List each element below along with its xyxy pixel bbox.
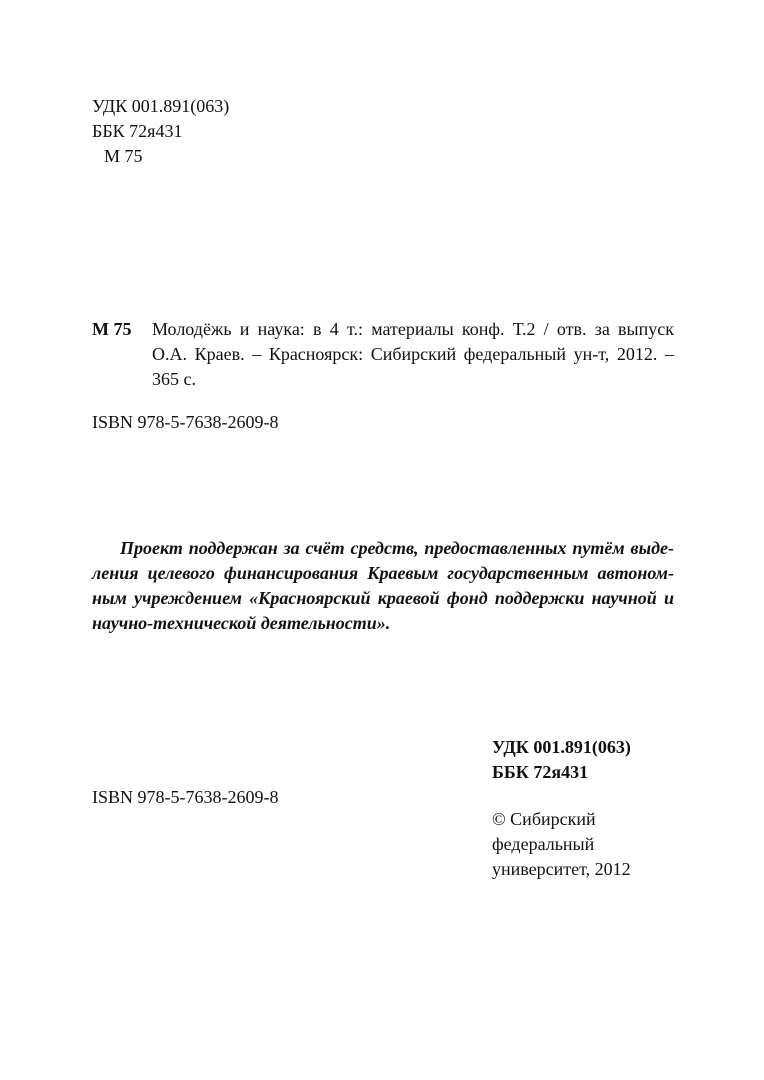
funding-line: Проект поддержан за счёт средств, предоставленных путём выде-: [120, 538, 674, 558]
bbk-code: ББК 72я431: [92, 121, 183, 141]
copyright-line: университет, 2012: [492, 859, 631, 879]
funding-line: ления целевого финансирования Краевым государственным автоном-: [92, 563, 674, 583]
isbn-top: ISBN 978-5-7638-2609-8: [92, 412, 279, 432]
copyright-notice: [492, 807, 631, 882]
funding-line: научно-технической деятельности».: [92, 613, 391, 633]
bibliographic-entry: [152, 317, 674, 392]
top-classification-codes: [92, 94, 229, 169]
funding-note: [92, 536, 674, 636]
isbn-bottom: ISBN 978-5-7638-2609-8: [92, 787, 279, 807]
author-mark: М 75: [104, 146, 143, 166]
bottom-classification-codes: [492, 735, 631, 785]
entry-author-mark: М 75: [92, 319, 132, 339]
bbk-code-bold: ББК 72я431: [492, 762, 589, 782]
funding-line: ным учреждением «Красноярский краевой фонд поддержки научной и: [92, 588, 674, 608]
udk-code-bold: УДК 001.891(063): [492, 737, 631, 757]
udk-code: УДК 001.891(063): [92, 96, 230, 116]
copyright-line: федеральный: [492, 834, 595, 854]
entry-line: Молодёжь и наука: в 4 т.: материалы конф. Т.2 / отв. за выпуск: [152, 319, 674, 339]
entry-line: О.А. Краев. – Красноярск: Сибирский федеральный ун-т, 2012. –: [152, 344, 674, 364]
entry-line: 365 с.: [152, 369, 196, 389]
copyright-line: © Сибирский: [492, 809, 596, 829]
